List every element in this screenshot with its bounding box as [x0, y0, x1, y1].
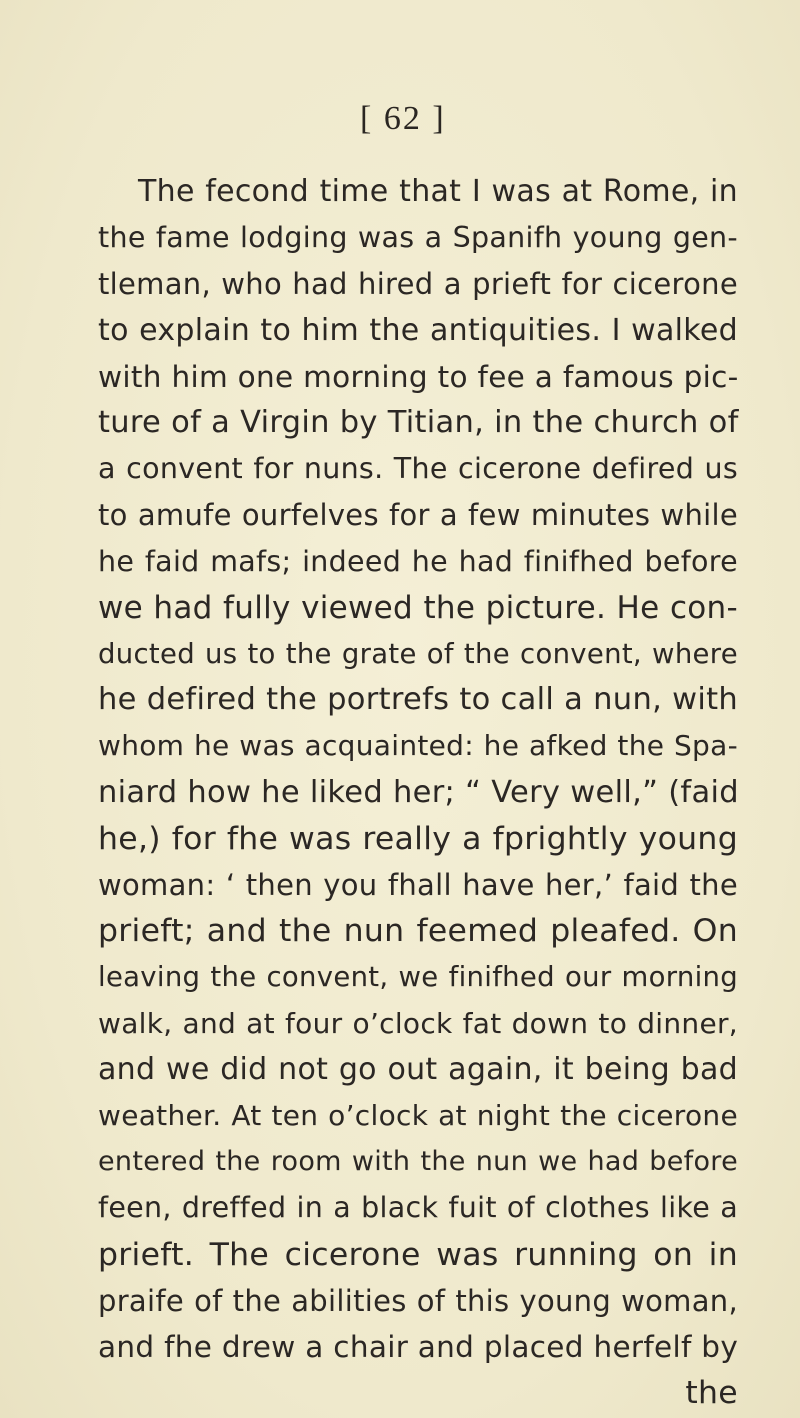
text-line: and fhe drew a chair and placed herfelf by [98, 1330, 739, 1364]
text-line: tleman, who had hired a prieft for cicerone [98, 267, 738, 302]
text-line: he defired the portrefs to call a nun, with [98, 682, 738, 718]
text-line: with him one morning to fee a famous pic- [98, 359, 739, 394]
text-line: entered the room with the nun we had before [98, 1146, 738, 1178]
text-line: we had fully viewed the picture. He con- [98, 589, 738, 626]
text-line: to explain to him the antiquities. I walked [98, 312, 738, 348]
text-line: and we did not go out again, it being bad [98, 1051, 738, 1087]
catchword: the [685, 1375, 738, 1412]
text-line: walk, and at four o’clock fat down to dinner, [98, 1006, 738, 1040]
text-line: ducted us to the grate of the convent, where [98, 638, 738, 670]
text-line: to amufe ourfelves for a few minutes while [98, 498, 738, 533]
text-line: the fame lodging was a Spanifh young gen- [98, 221, 738, 255]
text-line: weather. At ten o’clock at night the cicerone [98, 1099, 738, 1132]
text-line: praife of the abilities of this young woman, [98, 1283, 738, 1318]
text-line: prieft; and the nun feemed pleafed. On [98, 913, 738, 950]
page-number: [ 62 ] [360, 100, 446, 137]
text-line: feen, dreffed in a black fuit of clothes like a [98, 1191, 738, 1225]
text-line: whom he was acquainted: he afked the Spa- [98, 729, 738, 763]
text-line: he faid mafs; indeed he had finifhed before [98, 544, 738, 578]
text-line: a convent for nuns. The cicerone defired us [98, 452, 738, 486]
text-line: ture of a Virgin by Titian, in the church of [98, 405, 739, 440]
text-line: The fecond time that I was at Rome, in [138, 174, 738, 209]
text-line: prieft. The cicerone was running on in [98, 1236, 738, 1273]
text-line: leaving the convent, we finifhed our morning [98, 961, 738, 994]
text-line: niard how he liked her; “ Very well,” (faid [98, 774, 739, 810]
text-line: he,) for fhe was really a fprightly young [98, 820, 738, 857]
text-line: woman: ‘ then you fhall have her,’ faid the [98, 868, 738, 902]
